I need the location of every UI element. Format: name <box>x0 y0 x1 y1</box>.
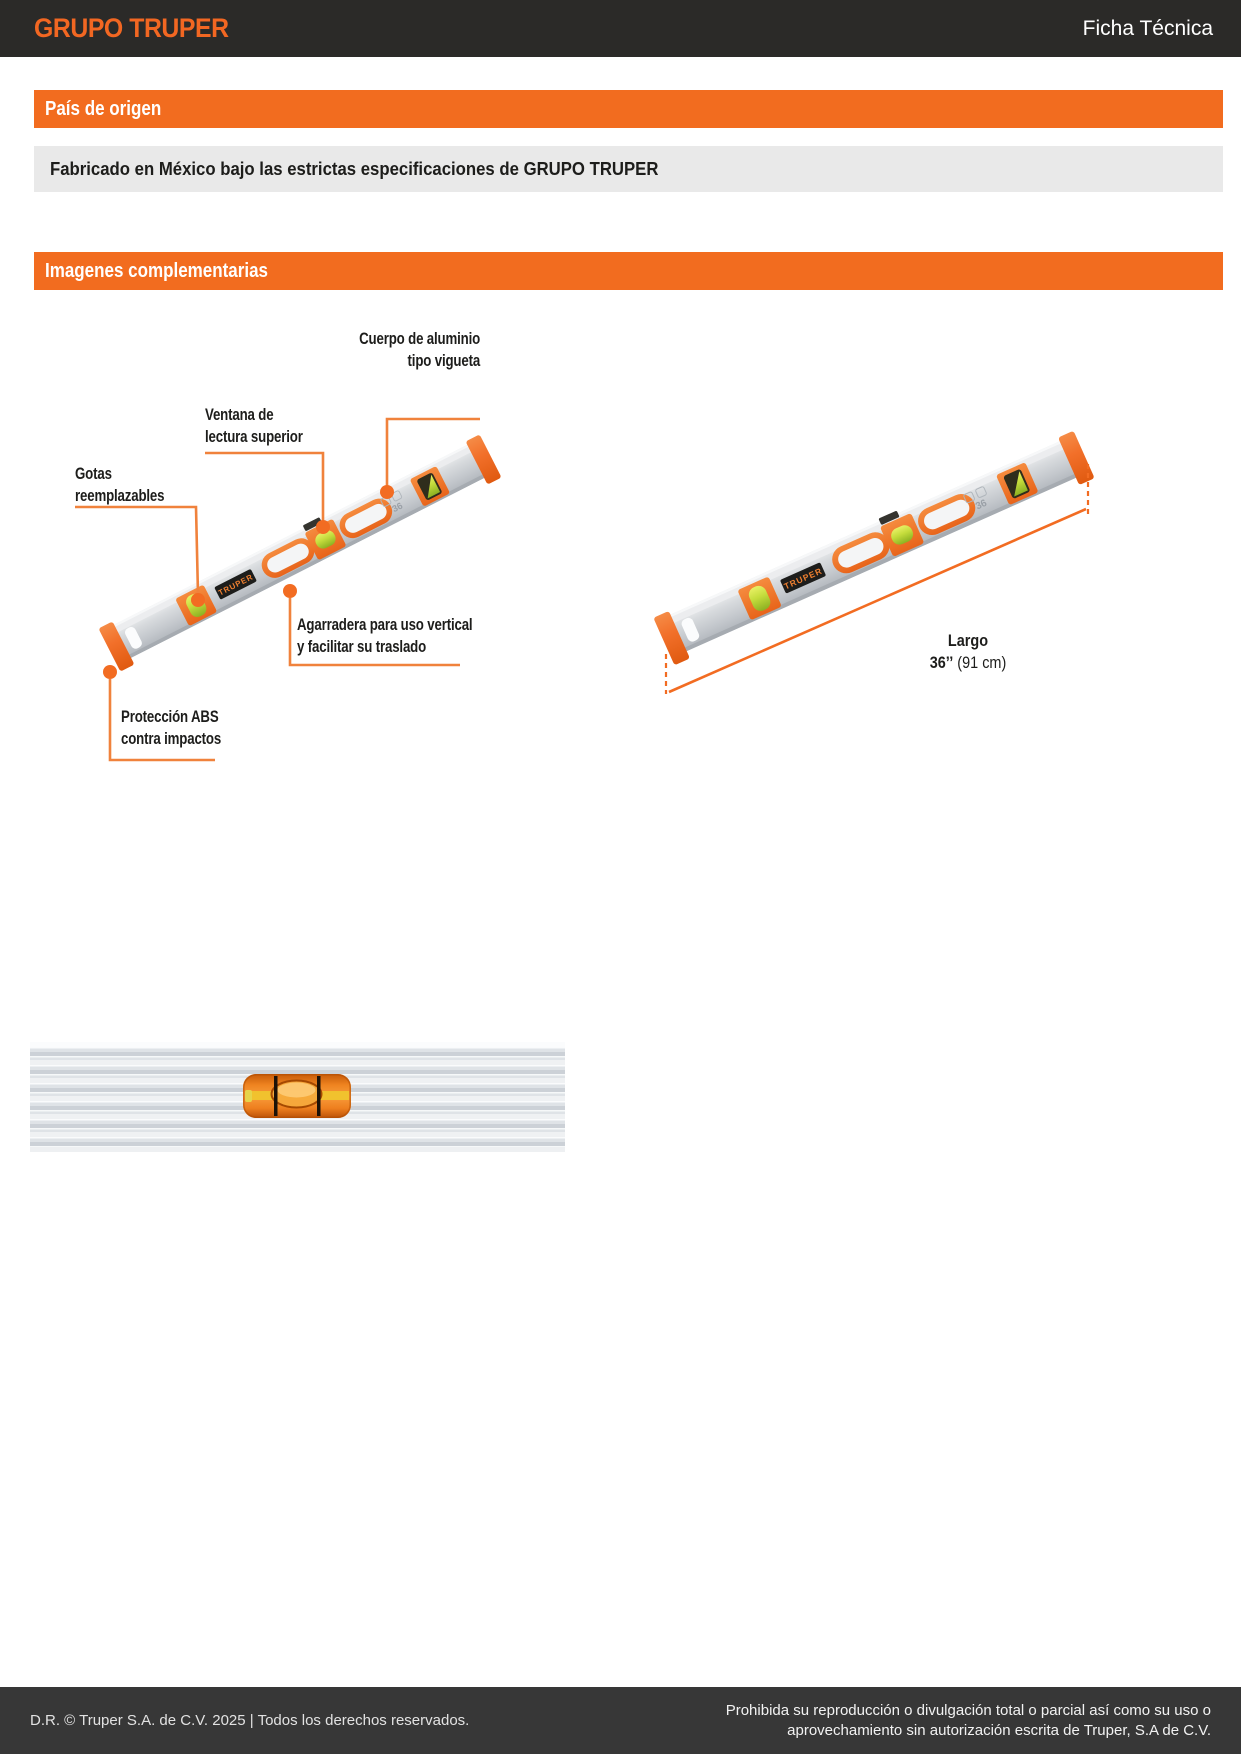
callout-text: Ventana de <box>205 405 274 424</box>
copyright-text: D.R. © Truper S.A. de C.V. 2025 | Todos los derechos reservados. <box>30 1712 470 1729</box>
origin-info-text: Fabricado en México bajo las estrictas especificaciones de GRUPO TRUPER <box>50 158 659 179</box>
section-title: Imagenes complementarias <box>45 259 268 282</box>
document-title: Ficha Técnica <box>1082 16 1213 40</box>
callout-agarradera <box>297 614 472 658</box>
callout-text: Cuerpo de aluminio <box>359 329 480 348</box>
vial-closeup-illustration <box>30 1042 565 1152</box>
section-header-imagenes-complementarias <box>34 252 1223 290</box>
callout-text: y facilitar su traslado <box>297 637 427 656</box>
callout-ventana-lectura <box>205 404 303 448</box>
annotated-level-figure <box>60 320 540 790</box>
dimension-value: 36’’ (91 cm) <box>929 653 1007 672</box>
vial-closeup-figure <box>30 1042 565 1152</box>
level-vial <box>243 1074 351 1118</box>
dimension-figure <box>636 390 1116 710</box>
section-title: País de origen <box>45 97 162 120</box>
vial-mark-left <box>274 1076 278 1116</box>
callout-gotas-reemplazables <box>75 463 164 507</box>
callout-proteccion-abs <box>121 706 221 750</box>
length-dimension-label <box>909 630 1028 674</box>
callout-text: tipo vigueta <box>407 351 480 370</box>
footer-bar <box>0 1687 1241 1754</box>
callout-cuerpo-aluminio <box>359 328 480 372</box>
grupo-truper-logo: GRUPO TRUPER <box>34 13 229 43</box>
legal-notice-line: aprovechamiento sin autorización escrita de Truper, S.A de C.V. <box>787 1721 1211 1739</box>
callout-text: contra impactos <box>121 729 222 748</box>
callout-text: Gotas <box>75 464 112 483</box>
header-bar <box>0 0 1241 57</box>
legal-notice <box>726 1701 1211 1741</box>
callout-text: Protección ABS <box>121 707 219 726</box>
dimension-name: Largo <box>947 631 989 650</box>
vial-mark-right <box>317 1076 321 1116</box>
legal-notice-line: Prohibida su reproducción o divulgación total o parcial así como su uso o <box>725 1701 1211 1719</box>
callout-text: lectura superior <box>205 427 303 446</box>
callout-text: reemplazables <box>75 486 165 505</box>
callout-text: Agarradera para uso vertical <box>297 615 473 634</box>
origin-info-box <box>34 146 1223 192</box>
section-header-pais-de-origen <box>34 90 1223 128</box>
dimension-level-illustration <box>636 390 1116 710</box>
